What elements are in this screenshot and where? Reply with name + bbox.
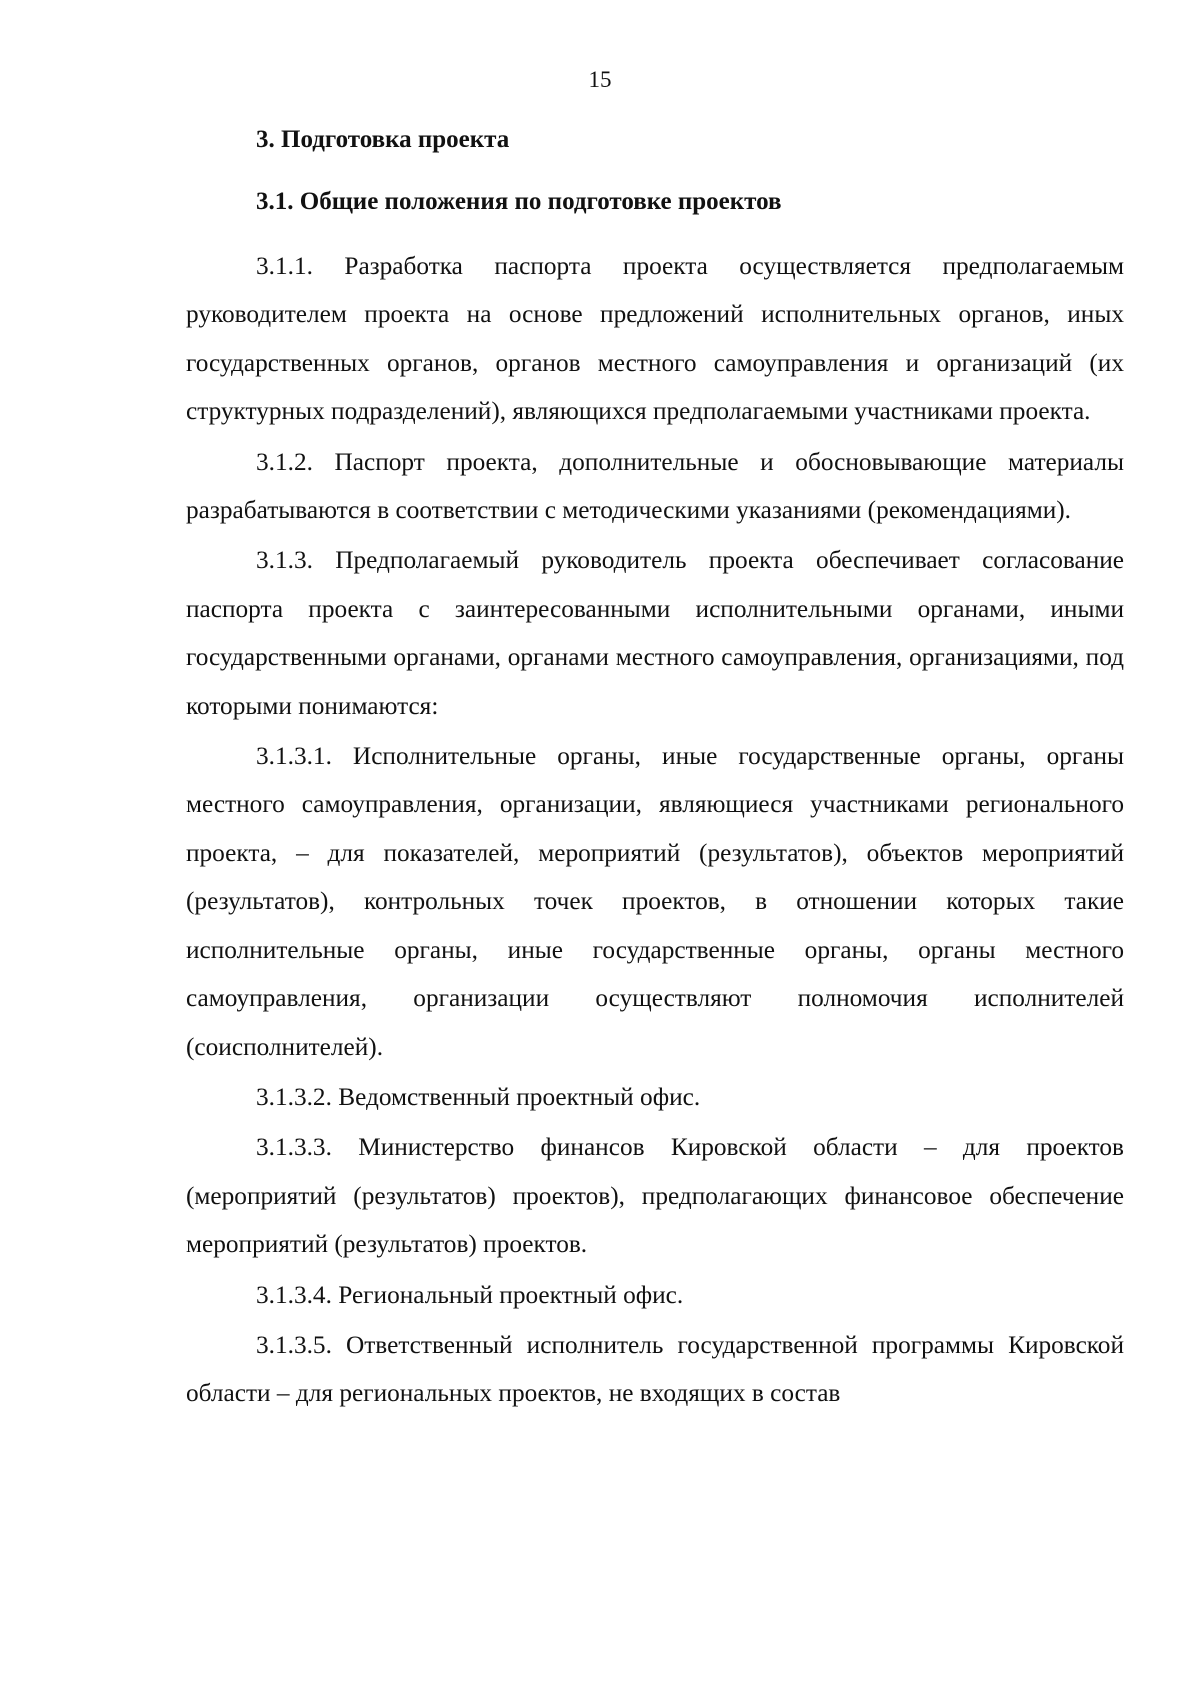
paragraph-3-1-3-3: 3.1.3.3. Министерство финансов Кировской области – для проектов (мероприятий (результатов) проектов), предполагающих финансовое обеспечение мероприятий (результатов) проектов.	[186, 1133, 1124, 1259]
paragraph-3-1-1: 3.1.1. Разработка паспорта проекта осуществляется предполагаемым руководителем проекта на основе предложений исполнительных органов, иных государственных органов, органов местного самоуправления и организаций (их структурных подразделений), являющихся предполагаемыми участниками проекта.	[186, 252, 1124, 426]
subsection-heading: 3.1. Общие положения по подготовке проектов	[256, 188, 782, 215]
section-heading: 3. Подготовка проекта	[256, 126, 510, 153]
paragraph-3-1-3-2: 3.1.3.2. Ведомственный проектный офис.	[256, 1082, 701, 1111]
document-body	[186, 124, 1124, 1420]
paragraph-3-1-3-1: 3.1.3.1. Исполнительные органы, иные государственные органы, органы местного самоуправления, организации, являющиеся участниками регионального проекта, – для показателей, мероприятий (результатов), объектов мероприятий (результатов), контрольных точек проектов, в отношении которых такие исполнительные органы, иные государственные органы, органы местного самоуправления, организации осуществляют полномочия исполнителей (соисполнителей).	[186, 742, 1124, 1061]
paragraph-3-1-2: 3.1.2. Паспорт проекта, дополнительные и обосновывающие материалы разрабатываются в соответствии с методическими указаниями (рекомендациями).	[186, 447, 1124, 525]
paragraph-3-1-3-4: 3.1.3.4. Региональный проектный офис.	[256, 1280, 684, 1309]
paragraph-3-1-3: 3.1.3. Предполагаемый руководитель проекта обеспечивает согласование паспорта проекта с заинтересованными исполнительными органами, иными государственными органами, органами местного самоуправления, организациями, под которыми понимаются:	[186, 546, 1124, 720]
page-number: 15	[588, 67, 612, 92]
paragraph-3-1-3-5: 3.1.3.5. Ответственный исполнитель государственной программы Кировской области – для региональных проектов, не входящих в состав	[186, 1330, 1124, 1408]
